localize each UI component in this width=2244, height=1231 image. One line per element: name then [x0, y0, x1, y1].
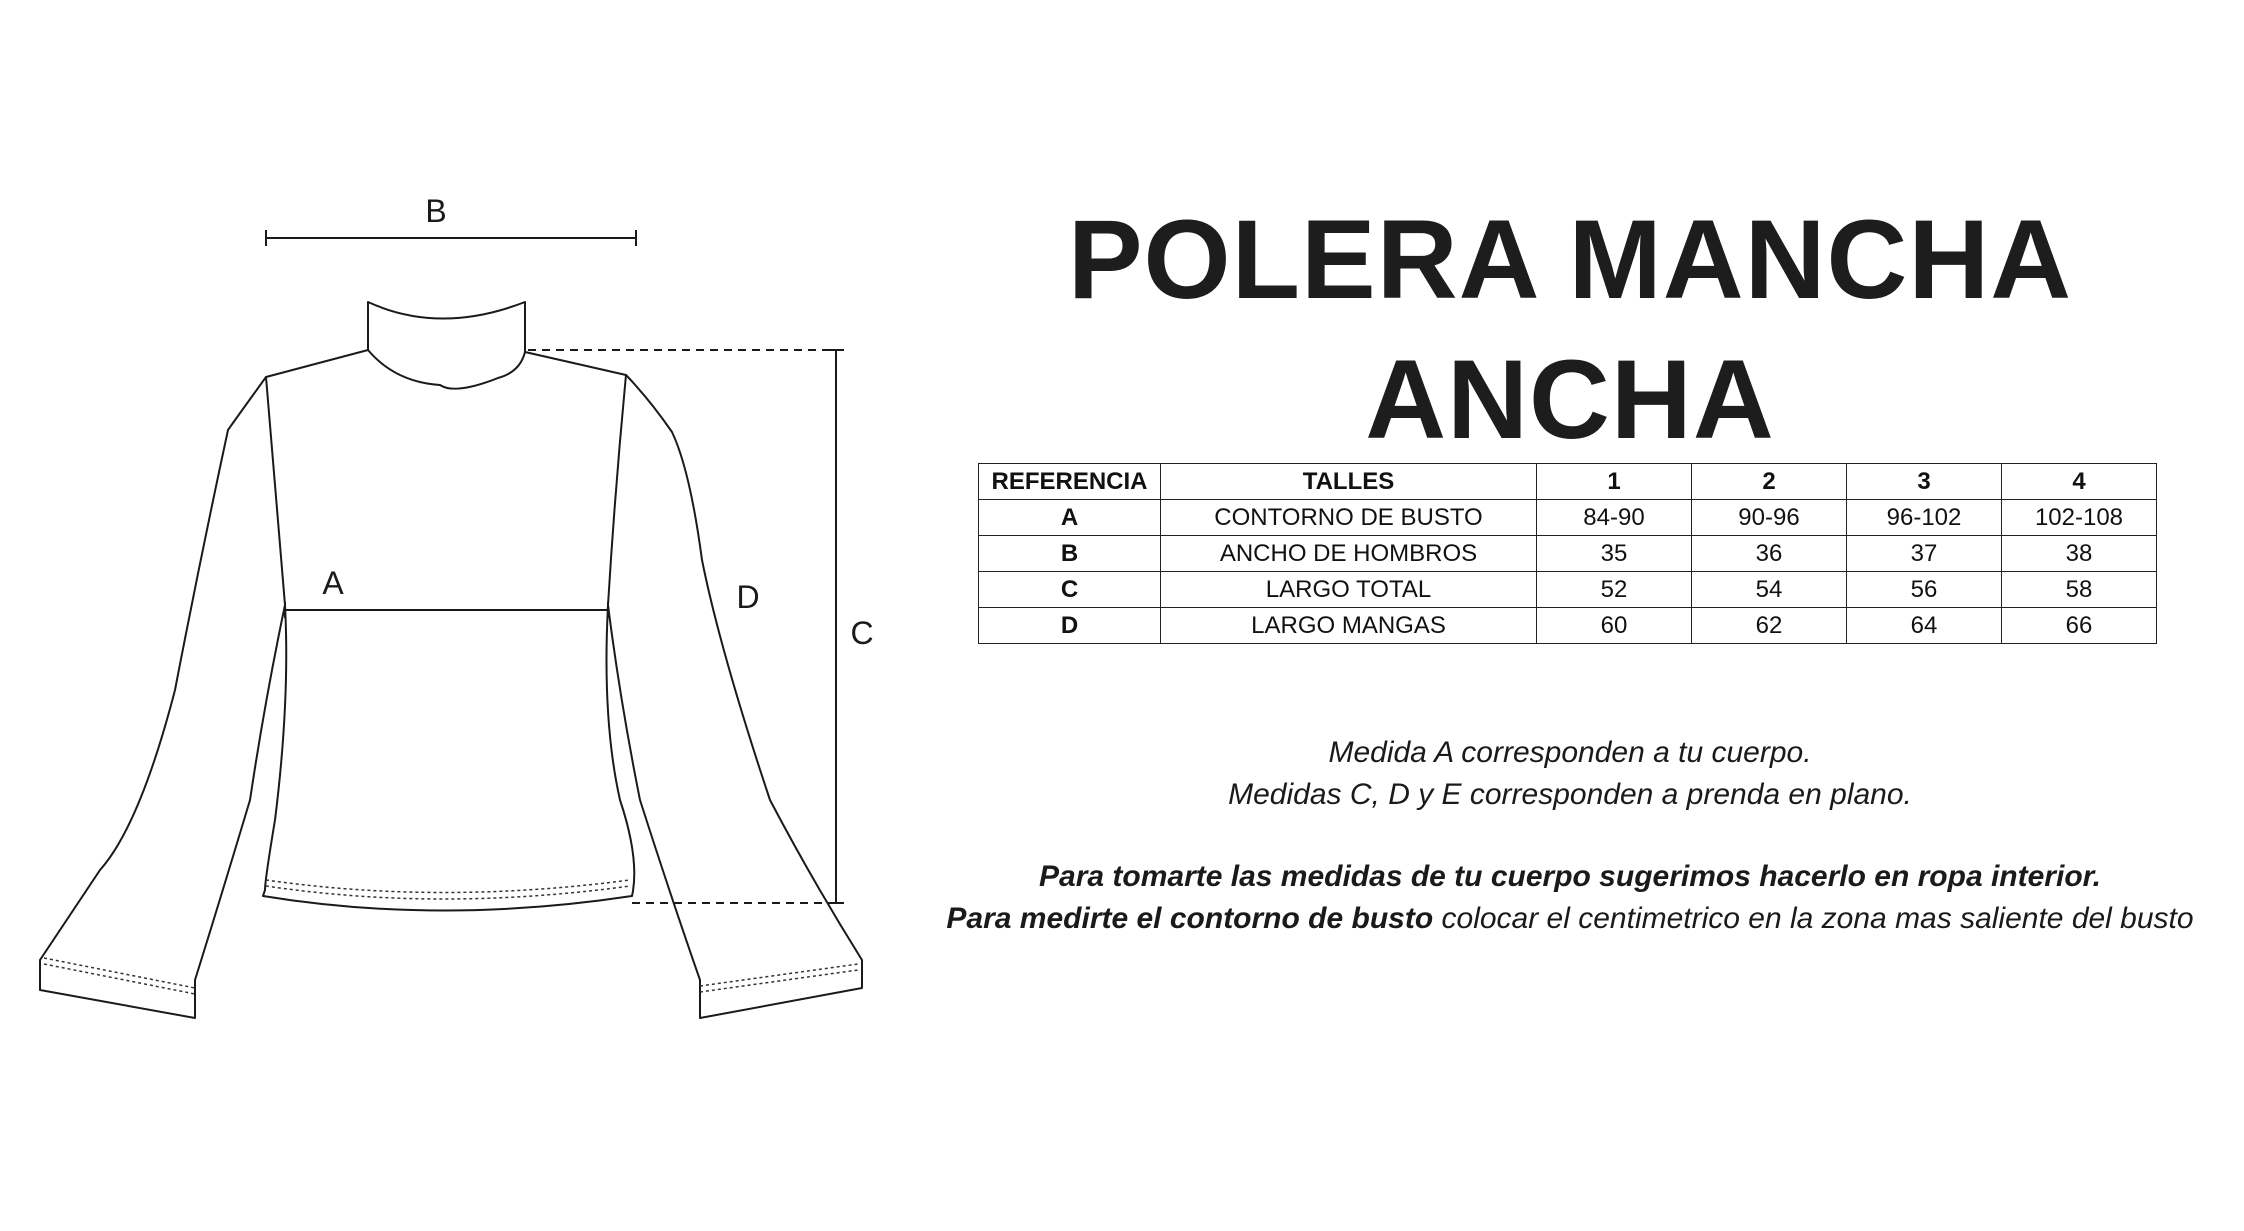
note-line-3-text: Para tomarte las medidas de tu cuerpo sugerimos hacerlo en ropa interior.: [1039, 860, 2101, 893]
row-ref: B: [979, 536, 1161, 572]
row-value: 64: [1847, 608, 2002, 644]
row-value: 58: [2002, 572, 2157, 608]
row-value: 102-108: [2002, 500, 2157, 536]
left-cuff-stitch-2: [44, 964, 195, 994]
row-value: 96-102: [1847, 500, 2002, 536]
row-name: ANCHO DE HOMBROS: [1161, 536, 1537, 572]
note-line-4-rest: colocar el centimetrico en la zona mas saliente del busto: [1433, 902, 2194, 935]
note-line-2: Medidas C, D y E corresponden a prenda en plano.: [1228, 778, 1912, 811]
note-line-1: Medida A corresponden a tu cuerpo.: [1328, 736, 1812, 769]
collar-outline: [368, 302, 525, 389]
row-name: LARGO TOTAL: [1161, 572, 1537, 608]
row-value: 66: [2002, 608, 2157, 644]
row-value: 60: [1537, 608, 1692, 644]
garment-diagram: [0, 0, 1000, 1231]
right-cuff-stitch-1: [700, 964, 858, 986]
row-value: 52: [1537, 572, 1692, 608]
label-a: A: [322, 565, 344, 601]
header-size-1: 1: [1537, 464, 1692, 500]
left-armhole-seam: [266, 377, 285, 605]
table-row: [979, 500, 2157, 536]
left-cuff-stitch-1: [44, 958, 195, 988]
row-value: 37: [1847, 536, 2002, 572]
label-d: D: [736, 579, 760, 615]
label-c: C: [850, 615, 874, 651]
row-value: 62: [1692, 608, 1847, 644]
header-size-3: 3: [1847, 464, 2002, 500]
row-value: 38: [2002, 536, 2157, 572]
header-talles: TALLES: [1161, 464, 1537, 500]
header-size-2: 2: [1692, 464, 1847, 500]
hem-stitch-1: [266, 880, 630, 893]
row-value: 56: [1847, 572, 2002, 608]
row-name: CONTORNO DE BUSTO: [1161, 500, 1537, 536]
note-line-3: [900, 856, 2240, 898]
right-cuff-stitch-2: [700, 970, 858, 992]
row-value: 84-90: [1537, 500, 1692, 536]
size-table: [978, 463, 2157, 644]
table-row: [979, 536, 2157, 572]
table-row: [979, 608, 2157, 644]
page-title: POLERA MANCHA ANCHA: [1067, 197, 2073, 462]
table-header-row: [979, 464, 2157, 500]
header-size-4: 4: [2002, 464, 2157, 500]
measurement-notes: [900, 732, 2240, 940]
row-value: 36: [1692, 536, 1847, 572]
row-value: 90-96: [1692, 500, 1847, 536]
right-armhole-seam: [608, 375, 626, 605]
note-line-4: [900, 898, 2240, 940]
row-ref: C: [979, 572, 1161, 608]
label-b: B: [425, 193, 447, 229]
row-ref: D: [979, 608, 1161, 644]
header-referencia: REFERENCIA: [979, 464, 1161, 500]
shirt-outline: [40, 350, 862, 1018]
table-row: [979, 572, 2157, 608]
row-name: LARGO MANGAS: [1161, 608, 1537, 644]
row-ref: A: [979, 500, 1161, 536]
row-value: 35: [1537, 536, 1692, 572]
row-value: 54: [1692, 572, 1847, 608]
note-line-4-bold: Para medirte el contorno de busto: [946, 902, 1434, 935]
